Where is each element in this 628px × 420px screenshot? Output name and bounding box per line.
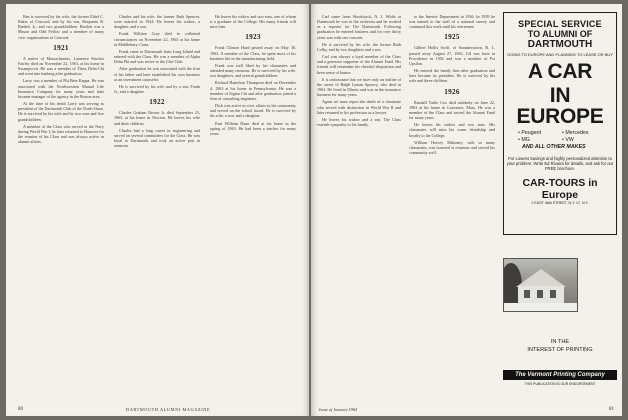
ad-headline-a-car: A CAR: [527, 59, 593, 83]
printing-ad-line2: INTEREST OF PRINTING: [527, 347, 593, 353]
building-photo: [503, 258, 578, 312]
paragraph: Richard Hamilton Thompson died on December 4, 1963 at his home in Pennsylvania. He was a member of Sigma Chi and after graduation joined a firm of consulting engineers.: [210, 80, 296, 101]
paragraph: Gilbert Hollis Swift, of Saunderstown, R. I., passed away August 27, 1963. Gil was born in Providence in 1902 and was a member of Psi Upsilon.: [409, 45, 495, 66]
ad-line-special-service: SPECIAL SERVICE: [518, 19, 602, 29]
ad-fine-print: For Lowest Savings and highly personalized attention to your problem. Write Ed Rivaira for details, and ask for our FREE brochure.: [506, 155, 614, 172]
make-item: • Mercedes: [562, 129, 589, 136]
page-number: 80: [18, 407, 23, 412]
paragraph: Dick was active in civic affairs in his community and served on the school board. He is survived by his wife, a son, and a daughter.: [210, 103, 296, 119]
make-item: • Peugeot: [518, 129, 542, 136]
paragraph: Again we must report the death of a classmate who served with distinction in World War II and later returned to his profession as a lawyer.: [317, 99, 401, 115]
ad-line-going-to-europe: GOING TO EUROPE AND PLANNING TO LEASE OR BUY: [507, 52, 613, 57]
paragraph: William Harvey Mahoney, with so many classmates, was honored at reunions and served his community well.: [409, 139, 495, 155]
printing-ad-text: [503, 338, 617, 354]
class-year-heading: 1922: [149, 98, 165, 107]
class-year-heading: 1923: [245, 33, 261, 42]
ad-line-to-alumni: TO ALUMNI OF: [527, 29, 593, 39]
printing-endorsement: THIS PUBLICATION IS OUR ENDORSEMENT: [524, 382, 596, 386]
paragraph: He leaves his widow and two sons. His classmates will miss his warm friendship and loyalty to the College.: [409, 122, 495, 138]
paragraph: At the time of his death Larry was serving as president of the Dartmouth Club of the North Shore. He is survived by his wife and by two sons and five grandchildren.: [18, 101, 104, 122]
printing-company-banner: The Vermont Printing Company: [503, 370, 617, 380]
page-number: 81: [609, 407, 614, 412]
paragraph: Carl was always a loyal member of the Class and a generous supporter of the Alumni Fund. His friends will remember his cheerful disposition and keen sense of humor.: [317, 54, 401, 75]
make-item: • VW: [562, 136, 574, 143]
paragraph: A native of Massachusetts, Laurence Sinclair Fairley died on November 22, 1963, at his home in Swampscott. He was a member of Theta Delta Chi and went into banking after graduation.: [18, 55, 104, 77]
paragraph: to the Interior Department in 1936. In 1939 he was named to the staff of a national survey and continued this work until his retirement.: [409, 14, 495, 30]
class-year-heading: 1925: [444, 33, 460, 42]
left-column-2: [114, 14, 200, 398]
paragraph: Frank came to Dartmouth from Long Island and entered with the Class. He was a member of Alpha Delta Phi and was active in the Glee Club.: [114, 48, 200, 65]
paragraph: Frank Clinton Hurd passed away on May 30, 1963. A member of the Class, he spent most of his business life in the manufacturing field.: [210, 45, 296, 61]
car-tours-advertisement: [503, 12, 617, 235]
ad-company-name: CAR-TOURS in Europe: [522, 176, 598, 201]
printing-ad-line1: IN THE: [550, 339, 570, 345]
paragraph: He leaves his widow and a son. The Class extends sympathy to his family.: [317, 116, 401, 127]
paragraph: Paul William Dunn died at his home in the spring of 1963. He had been a teacher for many years.: [210, 120, 296, 136]
paragraph: He entered the family firm after graduation and later became its president. He is survived by his wife and three children.: [409, 68, 495, 84]
right-page: [311, 4, 622, 416]
left-column-1: [18, 14, 104, 398]
paragraph: Frank William Gray died in collateral circumstances on November 22, 1963 at his home in Middlebury, Conn.: [114, 31, 200, 47]
paragraph: It is unfortunate that we have only an outline of the career of Ralph Lyman Spoerry, who died in 1963. He lived in Illinois and was in the insurance business for many years.: [317, 76, 401, 98]
advertisement-column: [503, 12, 617, 402]
right-column-2: [409, 14, 495, 398]
issue-date: Issue of January 1964: [319, 407, 358, 412]
paragraph: Charles had a long career in engineering and served on several committees for the Class. He was loyal to Dartmouth and took an active part in reunions.: [114, 127, 200, 149]
paragraph: Ben is survived by his wife, the former Ethel C. Baker of Concord, and by his son, Benjamin B. Bartlett Jr., and two grandchildren. Bartlett was a Mason and Odd Fellow and a member of many civic organizations in Concord.: [18, 14, 104, 40]
paragraph: A member of the Class who served in the Navy during World War I, he later returned to Hanover for the reunion of his Class and was always active in alumni affairs.: [18, 123, 104, 145]
right-column-1: [317, 14, 401, 398]
make-item-all-others: AND ALL OTHER MAKES: [522, 143, 586, 150]
ad-address: 2 EAST 46th STREET, N.Y. 17, N.Y.: [531, 200, 589, 205]
paragraph: Larry was a member of Phi Beta Kappa. He was associated with the Northwestern Mutual Life Insurance Company for many years and later became manager of the agency in the Boston area.: [18, 78, 104, 99]
magazine-title: DARTMOUTH ALUMNI MAGAZINE: [126, 407, 211, 412]
ad-line-dartmouth: DARTMOUTH: [527, 39, 593, 50]
paragraph: Frank was well liked by his classmates and attended many reunions. He is survived by his wife, two daughters, and several grandchildren.: [210, 62, 296, 79]
paragraph: He leaves his widow and two sons, one of whom is a graduate of the College. His many friends will miss him.: [210, 14, 296, 30]
car-makes-list: [518, 130, 616, 151]
magazine-spread: [6, 4, 622, 416]
paragraph: Randall Tuttle Cox died suddenly on June 22, 1963 at his home in Lawrence, Mass. He was a member of the Class and served the Alumni Fund for many years.: [409, 99, 495, 121]
paragraph: He is survived by his wife and by a son, Frank Jr., and a daughter.: [114, 83, 200, 95]
class-year-heading: 1921: [53, 43, 69, 52]
paragraph: Charles Graham Brown Jr. died September 23, 1963, at his home in Newton. He leaves his wife and three children.: [114, 110, 200, 126]
left-column-3: [210, 14, 296, 398]
left-page: [6, 4, 309, 416]
paragraph: Charles and his wife, the former Ruth Spencer, were married in 1924. He leaves his widow, a daughter, and a son.: [114, 14, 200, 30]
paragraph: He is survived by his wife, the former Ruth Colby, and by two daughters and a son.: [317, 41, 401, 52]
class-year-heading: 1926: [444, 87, 460, 96]
paragraph: Carl came from Woodstock, N. J. While at Dartmouth he was in the orchestra and he worked as a reporter for The Dartmouth. Following graduation he entered business and for over thirty years was with one concern.: [317, 14, 401, 40]
ad-headline-in-europe: IN EUROPE: [516, 83, 604, 128]
paragraph: After graduation he was associated with the firm of his father and later established his own business as an investment counselor.: [114, 66, 200, 82]
make-item: • MG: [518, 136, 530, 143]
